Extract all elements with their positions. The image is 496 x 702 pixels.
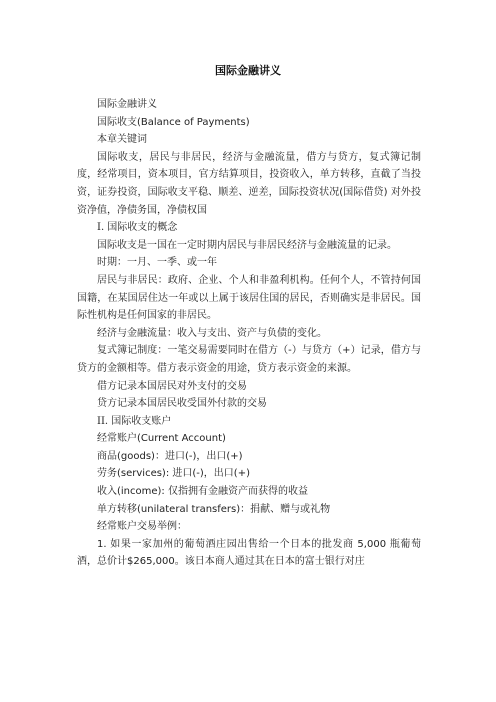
paragraph-flows: 经济与金融流量：收入与支出、资产与负债的变化。 [97, 327, 327, 339]
paragraph-goods: 商品(goods)：进口(-)，出口(+) [97, 450, 243, 462]
document-title: 国际金融讲义 [215, 64, 281, 77]
paragraph-examples-label: 经常账户交易举例： [97, 521, 187, 533]
paragraph-keywords-label: 本章关键词 [97, 134, 147, 146]
paragraph-transfers: 单方转移(unilateral transfers)：捐献、赠与或礼物 [97, 503, 331, 515]
document-body [77, 96, 421, 571]
paragraph-debit: 借方记录本国居民对外支付的交易 [97, 380, 247, 392]
paragraph-definition: 国际收支是一国在一定时期内居民与非居民经济与金融流量的记录。 [97, 239, 397, 251]
paragraph-example-1: 1. 如果一家加州的葡萄酒庄园出售给一个日本的批发商 5,000 瓶葡萄酒，总价计$265,000。该日本商人通过其在日本的富士银行对庄 [77, 538, 421, 568]
section-heading-2: II. 国际收支账户 [97, 415, 172, 427]
paragraph-double-entry: 复式簿记制度：一笔交易需要同时在借方（-）与贷方（+）记录，借方与贷方的金额相等。借方表示资金的用途，贷方表示资金的来源。 [77, 345, 421, 374]
paragraph-keywords: 国际收支，居民与非居民，经济与金融流量，借方与贷方，复式簿记制度，经常项目，资本项目，官方结算项目，投资收入，单方转移，直截了当投资，证券投资，国际收支平稳、顺差、逆差，国际投资状况(国际借贷) 对外投资净值，净债务国，净债权国 [77, 151, 421, 216]
paragraph-period: 时期：一月、一季、或一年 [97, 257, 217, 269]
paragraph-current-account: 经常账户(Current Account) [97, 433, 226, 445]
paragraph-chapter: 国际收支(Balance of Payments) [97, 116, 250, 128]
section-heading-1: I. 国际收支的概念 [97, 222, 178, 234]
paragraph-heading: 国际金融讲义 [97, 99, 157, 110]
paragraph-credit: 贷方记录本国居民收受国外付款的交易 [97, 398, 267, 410]
paragraph-services: 劳务(services): 进口(-)，出口(+) [97, 468, 250, 480]
paragraph-income: 收入(income): 仅指拥有金融资产而获得的收益 [97, 486, 308, 498]
paragraph-residents: 居民与非居民：政府、企业、个人和非盈利机构。任何个人，不管持何国国籍，在某国居住达一年或以上属于该居住国的居民，否则确实是非居民。国际性机构是任何国家的非居民。 [77, 274, 421, 322]
